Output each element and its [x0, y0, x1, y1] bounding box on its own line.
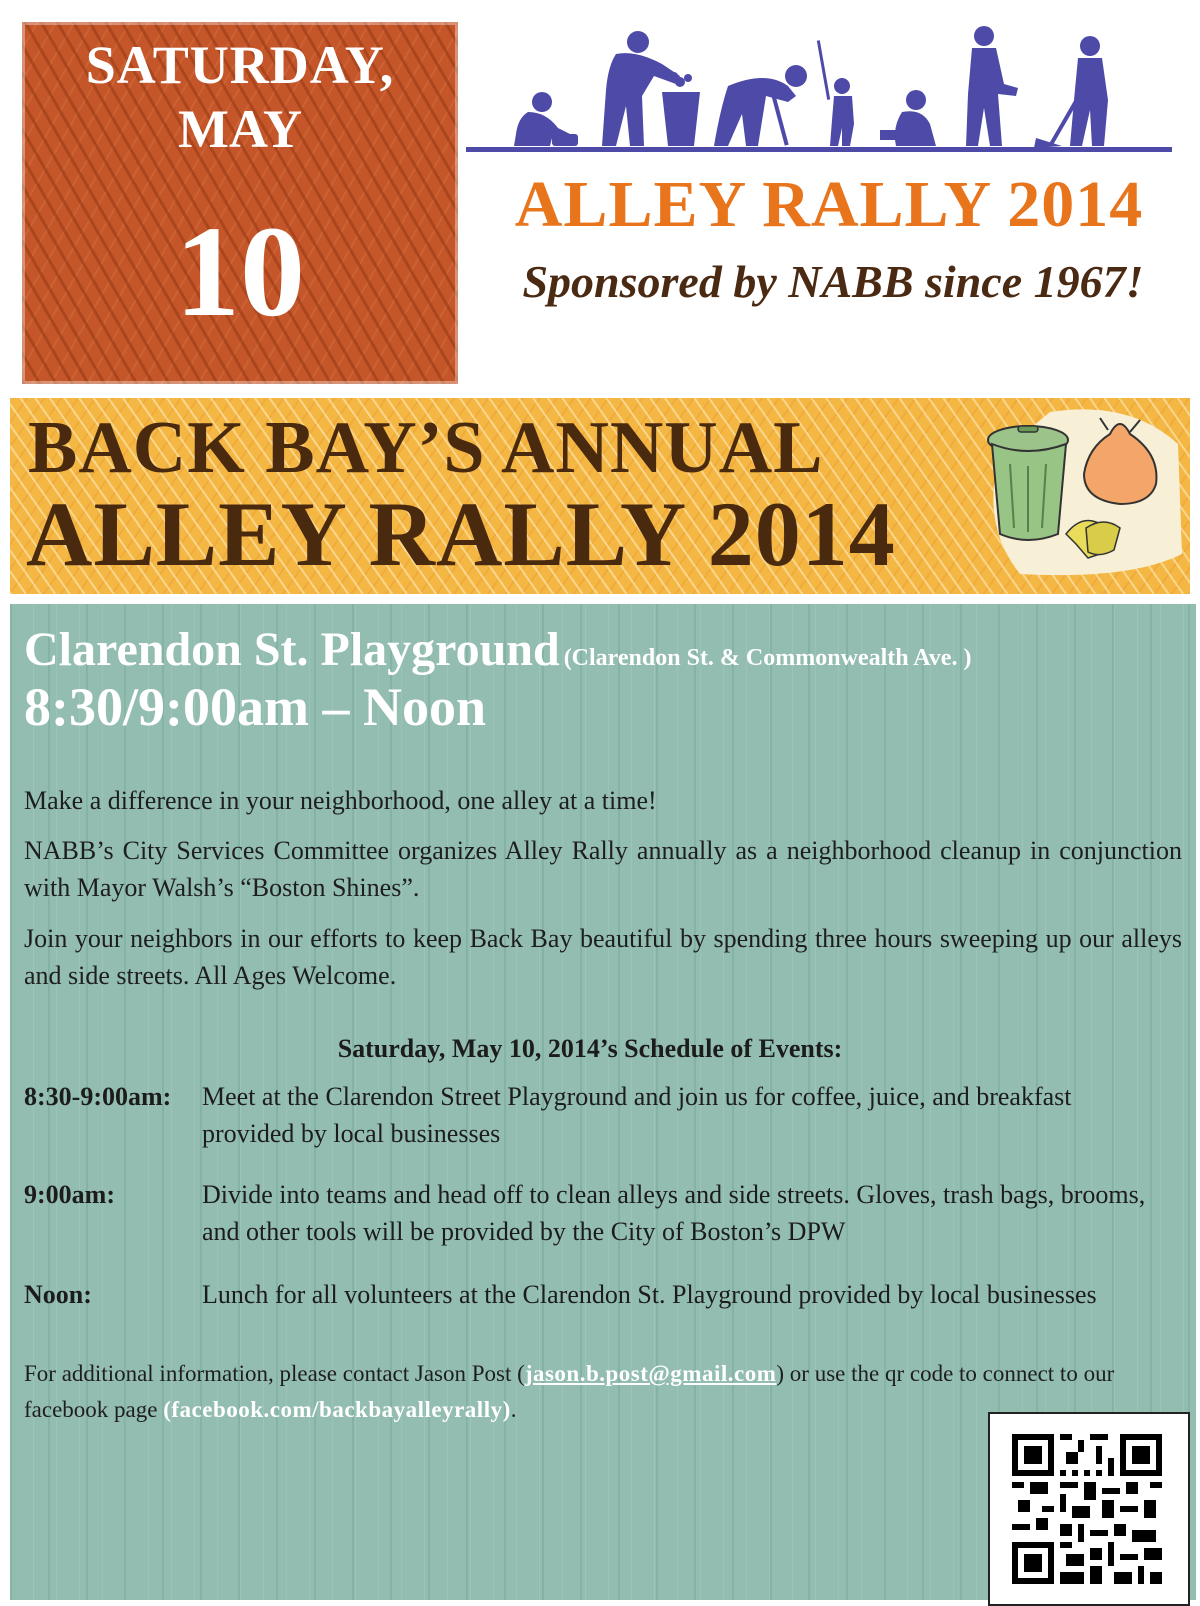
event-time: 8:30/9:00am – Noon — [24, 677, 486, 737]
trash-can-bag-gloves-icon — [980, 404, 1186, 582]
venue — [24, 622, 971, 678]
contact-suffix: . — [510, 1397, 517, 1422]
schedule-time: 8:30-9:00am: — [24, 1082, 172, 1111]
schedule-desc: Meet at the Clarendon Street Playground and join us for coffee, juice, and breakfast provided by local businesses — [202, 1082, 1072, 1148]
email-link[interactable]: jason.b.post@gmail.com — [524, 1361, 777, 1386]
volunteers-silhouette-icon — [466, 20, 1192, 170]
date-number: 10 — [175, 200, 305, 344]
paragraph-intro: Make a difference in your neighborhood, one alley at a time! — [24, 786, 657, 815]
schedule-desc: Lunch for all volunteers at the Clarendon St. Playground provided by local businesses — [202, 1280, 1097, 1309]
schedule-title: Saturday, May 10, 2014’s Schedule of Events: — [337, 1034, 843, 1063]
banner — [10, 398, 1190, 594]
qr-code[interactable] — [988, 1412, 1190, 1606]
contact-prefix: For additional information, please contact Jason Post — [24, 1361, 512, 1386]
date-month: MAY — [177, 99, 302, 159]
venue-name: Clarendon St. Playground — [24, 623, 560, 676]
qr-code-icon — [1012, 1434, 1162, 1584]
contact-middle: or use the qr code to connect to our facebook page — [24, 1361, 1115, 1422]
date-box — [22, 22, 458, 384]
paragraph-join: Join your neighbors in our efforts to keep Back Bay beautiful by spending three hours sweeping up our alleys and side streets. All Ages Welcome. — [24, 924, 1182, 990]
header-title: ALLEY RALLY 2014 — [514, 168, 1144, 241]
schedule-time: Noon: — [24, 1280, 92, 1309]
schedule-time: 9:00am: — [24, 1180, 115, 1209]
banner-line-2: ALLEY RALLY 2014 — [26, 483, 896, 585]
facebook-link[interactable]: (facebook.com/backbayalleyrally) — [163, 1397, 511, 1422]
schedule-desc: Divide into teams and head off to clean alleys and side streets. Gloves, trash bags, brooms, and other tools will be provided by the City of Boston’s DPW — [202, 1180, 1146, 1246]
banner-line-1: BACK BAY’S ANNUAL — [28, 407, 824, 489]
date-day: SATURDAY, — [85, 35, 395, 95]
contact-info: For additional information, please contact Jason Post (jason.b.post@gmail.com) or use the qr code to connect to our facebook page (facebook.com/backbayalleyrally). — [24, 1361, 1115, 1422]
venue-cross-streets: (Clarendon St. & Commonwealth Ave. ) — [563, 645, 972, 671]
paragraph-committee: NABB’s City Services Committee organizes Alley Rally annually as a neighborhood cleanup in conjunction with Mayor Walsh’s “Boston Shines”. — [24, 836, 1182, 902]
sponsor-line: Sponsored by NABB since 1967! — [522, 256, 1144, 307]
